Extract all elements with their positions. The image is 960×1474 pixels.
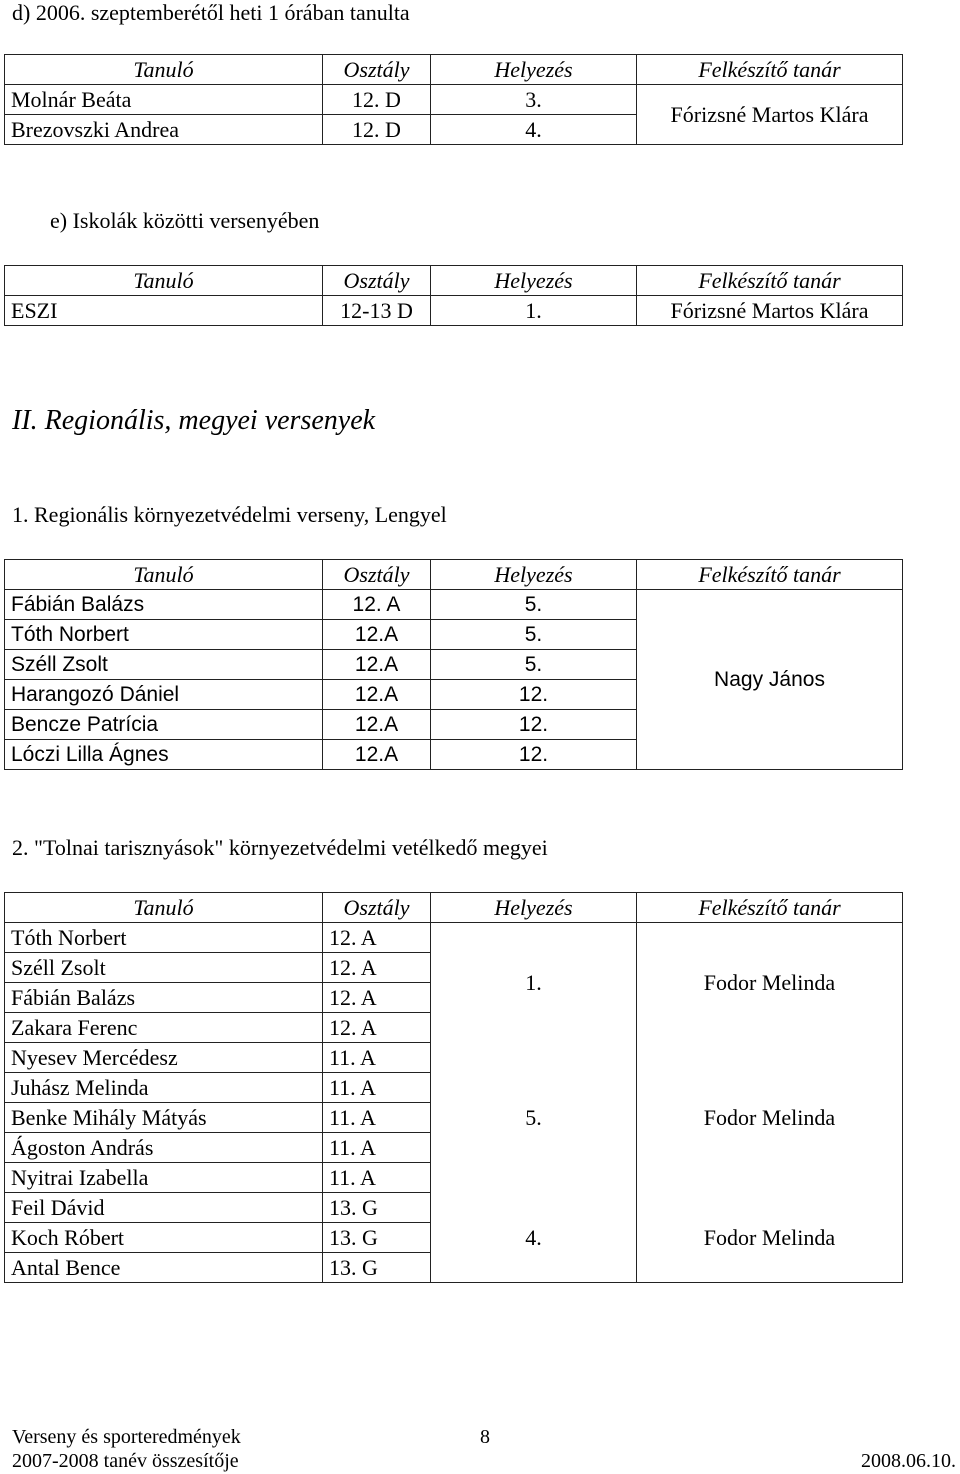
cell-class: 12. A	[323, 953, 431, 983]
heading-1: 1. Regionális környezetvédelmi verseny, Lengyel	[12, 502, 447, 527]
cell-teacher: Fodor Melinda	[637, 923, 903, 1043]
table-d	[4, 54, 903, 145]
cell-name: Benke Mihály Mátyás	[5, 1103, 323, 1133]
cell-class: 12. A	[323, 590, 431, 620]
col-header-class: Osztály	[323, 266, 431, 296]
col-header-class: Osztály	[323, 560, 431, 590]
cell-teacher: Fodor Melinda	[637, 1043, 903, 1193]
cell-class: 13. G	[323, 1253, 431, 1283]
cell-class: 11. A	[323, 1073, 431, 1103]
cell-name: Feil Dávid	[5, 1193, 323, 1223]
heading-d: d) 2006. szeptemberétől heti 1 órában tanulta	[12, 0, 410, 25]
table-row	[5, 590, 903, 620]
cell-name: Molnár Beáta	[5, 85, 323, 115]
cell-place: 5.	[431, 1043, 637, 1193]
cell-name: Tóth Norbert	[5, 620, 323, 650]
table-row	[5, 923, 903, 953]
table-e	[4, 265, 903, 326]
cell-class: 12.A	[323, 710, 431, 740]
cell-teacher: Fórizsné Martos Klára	[637, 296, 903, 326]
cell-place: 4.	[431, 115, 637, 145]
cell-place: 5.	[431, 650, 637, 680]
cell-place: 5.	[431, 590, 637, 620]
cell-class: 12.A	[323, 740, 431, 770]
col-header-student: Tanuló	[5, 560, 323, 590]
col-header-student: Tanuló	[5, 266, 323, 296]
col-header-place: Helyezés	[431, 266, 637, 296]
cell-name: Juhász Melinda	[5, 1073, 323, 1103]
cell-class: 11. A	[323, 1163, 431, 1193]
footer-date: 2008.06.10.	[861, 1450, 956, 1472]
col-header-place: Helyezés	[431, 893, 637, 923]
cell-class: 12.A	[323, 620, 431, 650]
cell-name: Széll Zsolt	[5, 650, 323, 680]
col-header-student: Tanuló	[5, 55, 323, 85]
col-header-place: Helyezés	[431, 55, 637, 85]
cell-name: Koch Róbert	[5, 1223, 323, 1253]
table-1	[4, 559, 903, 770]
cell-name: Antal Bence	[5, 1253, 323, 1283]
col-header-teacher: Felkészítő tanár	[637, 893, 903, 923]
cell-name: Zakara Ferenc	[5, 1013, 323, 1043]
cell-class: 11. A	[323, 1103, 431, 1133]
cell-place: 1.	[431, 923, 637, 1043]
table-row	[5, 296, 903, 326]
col-header-teacher: Felkészítő tanár	[637, 560, 903, 590]
cell-name: Nyesev Mercédesz	[5, 1043, 323, 1073]
col-header-place: Helyezés	[431, 560, 637, 590]
section-title: II. Regionális, megyei versenyek	[12, 405, 376, 436]
cell-teacher: Nagy János	[637, 590, 903, 770]
heading-2: 2. "Tolnai tarisznyások" környezetvédelmi vetélkedő megyei	[12, 835, 548, 860]
col-header-class: Osztály	[323, 55, 431, 85]
cell-class: 13. G	[323, 1193, 431, 1223]
cell-class: 12-13 D	[323, 296, 431, 326]
cell-class: 12. A	[323, 923, 431, 953]
cell-class: 12.A	[323, 650, 431, 680]
cell-name: Ágoston András	[5, 1133, 323, 1163]
cell-class: 12. D	[323, 85, 431, 115]
col-header-teacher: Felkészítő tanár	[637, 55, 903, 85]
cell-teacher: Fodor Melinda	[637, 1193, 903, 1283]
cell-name: Fábián Balázs	[5, 983, 323, 1013]
col-header-teacher: Felkészítő tanár	[637, 266, 903, 296]
cell-place: 12.	[431, 680, 637, 710]
cell-name: Harangozó Dániel	[5, 680, 323, 710]
cell-class: 12.A	[323, 680, 431, 710]
cell-name: Tóth Norbert	[5, 923, 323, 953]
cell-class: 12. A	[323, 983, 431, 1013]
footer-page-number: 8	[480, 1426, 490, 1448]
footer-title: Verseny és sporteredmények	[12, 1426, 241, 1448]
cell-place: 1.	[431, 296, 637, 326]
cell-name: Lóczi Lilla Ágnes	[5, 740, 323, 770]
heading-e: e) Iskolák közötti versenyében	[50, 208, 320, 233]
footer-school-year: 2007-2008 tanév összesítője	[12, 1450, 239, 1472]
cell-place: 12.	[431, 710, 637, 740]
cell-name: Széll Zsolt	[5, 953, 323, 983]
table-row	[5, 1043, 903, 1073]
cell-name: Brezovszki Andrea	[5, 115, 323, 145]
cell-place: 12.	[431, 740, 637, 770]
cell-place: 5.	[431, 620, 637, 650]
cell-class: 11. A	[323, 1043, 431, 1073]
cell-class: 11. A	[323, 1133, 431, 1163]
table-row	[5, 85, 903, 115]
cell-class: 13. G	[323, 1223, 431, 1253]
cell-name: Bencze Patrícia	[5, 710, 323, 740]
cell-class: 12. D	[323, 115, 431, 145]
cell-place: 3.	[431, 85, 637, 115]
col-header-class: Osztály	[323, 893, 431, 923]
cell-class: 12. A	[323, 1013, 431, 1043]
cell-teacher: Fórizsné Martos Klára	[637, 85, 903, 145]
cell-name: Nyitrai Izabella	[5, 1163, 323, 1193]
cell-place: 4.	[431, 1193, 637, 1283]
col-header-student: Tanuló	[5, 893, 323, 923]
table-row	[5, 1193, 903, 1223]
cell-name: Fábián Balázs	[5, 590, 323, 620]
cell-name: ESZI	[5, 296, 323, 326]
table-2	[4, 892, 903, 1283]
